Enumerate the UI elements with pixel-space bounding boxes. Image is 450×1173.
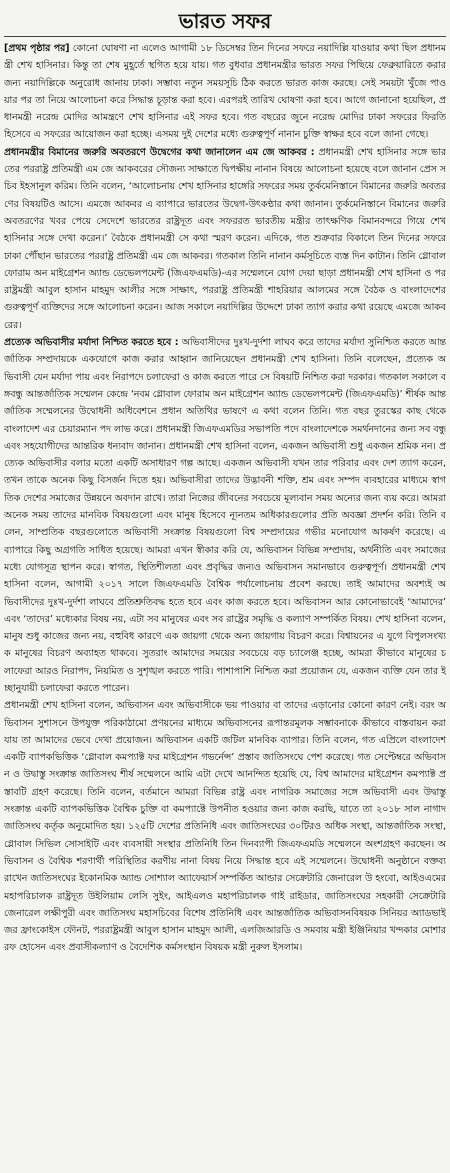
subheading-migrant-dignity: প্রত্যেক অভিবাসীর মর্যাদা নিশ্চিত করতে হবে : <box>4 337 179 349</box>
article-paragraph-intro <box>4 40 446 144</box>
headline-divider <box>4 36 446 37</box>
paragraph-text: প্রধানমন্ত্রী শেখ হাসিনার সঙ্গে ভারতের পররাষ্ট্র প্রতিমন্ত্রী এম জে আকবরের সৌজন্য সাক্ষাতে দ্বিপক্ষীয় নানান বিষয়ে আলোচনা হয়েছে বলে জানান প্রেস সচিব ইহসানুল করিম। তিনি বলেন, ‘আলোচনায় শেখ হাসিনার হাঙ্গেরি সফরের সময় তুর্কমেনিস্তানে বিমানের জরুরি অবতরণের বিষয়টিও আসে। এমজে আকবর এ ব্যাপারে ভারতের উদ্বেগ-উৎকণ্ঠার কথা জানান। তুর্কমেনিস্তানে বিমানের জরুরি অবতরণের খবর পেয়ে সেদেশে ভারতের রাষ্ট্রদূত এবং সফররত ভারতীয় মন্ত্রীর তাৎক্ষণিক বিমানবন্দরে গিয়ে শেখ হাসিনার সঙ্গে দেখা করেন।’ বৈঠকে প্রধানমন্ত্রী সে কথা স্মরণ করেন। এদিকে, গত শুক্রবার বিকালে তিন দিনের সফরে ঢাকা পৌঁছান ভারতের পররাষ্ট্র প্রতিমন্ত্রী এম জে আকবর। গতকাল তিনি নানান কর্মসূচিতে ব্যস্ত দিন কাটান। তিনি গ্লোবাল ফোরাম অন মাইগ্রেশন অ্যান্ড ডেভেলপমেন্ট (জিএফএমডি)-এর সম্মেলনে যোগ দেয়া ছাড়া প্রধানমন্ত্রী শেখ হাসিনা ও পররাষ্ট্রমন্ত্রী আবুল হাসান মাহমুদ আলীর সঙ্গে সাক্ষাৎ, পররাষ্ট্র প্রতিমন্ত্রী শাহরিয়ার আলমের সঙ্গে বৈঠক ও বাংলাদেশের গুরুত্বপূর্ণ ব্যক্তিদের সঙ্গে আলোচনা করেন। আজ সকালে নয়াদিল্লির উদ্দেশে ঢাকা ত্যাগ করার কথা রয়েছে এমজে আকবরের। <box>4 146 446 331</box>
paragraph-text: প্রধানমন্ত্রী শেখ হাসিনা বলেন, অভিবাসন এবং অভিবাসীকে ভয় পাওয়ার বা তাদের এড়ানোর কোনো কারণ নেই। বরং অভিবাসন সুশাসনে উপযুক্ত পরিকাঠামো প্রণয়নের মাধ্যমে অভিবাসনের রূপান্তরমূলক সম্ভাবনাকে কীভাবে বাস্তবায়ন করা যায় তা আমাদের ভেবে দেখা প্রয়োজন। অভিবাসন একটি জটিল মানবিক ব্যাপার। তিনি বলেন, গত এপ্রিলে বাংলাদেশ একটি ব্যাপকভিত্তিক ‘গ্লোবাল কমপ্যাক্ট ফর মাইগ্রেশন গভর্নেন্স’ প্রস্তাব জাতিসংঘে পেশ করেছে। গত সেপ্টেম্বরে অভিবাসন ও উদ্বাস্তু সংক্রান্ত জাতিসংঘ শীর্ষ সম্মেলনে আমি এটা দেখে আনন্দিত হয়েছি যে, বিশ্ব আমাদের মাইগ্রেশন কমপ্যাক্ট প্রস্তাবটি গ্রহণ করেছে। তিনি বলেন, বর্তমানে আমরা বিভিন্ন রাষ্ট্র এবং নাগরিক সমাজের সঙ্গে অভিবাসী এবং উদ্বাস্তু সংক্রান্ত একটি ব্যাপকভিত্তিক বৈশ্বিক চুক্তি বা কমপ্যাক্টে উপনীত হওয়ার জন্য কাজ করছি, যাতে তা ২০১৮ সাল নাগাদ জাতিসংঘ কর্তৃক অনুমোদিত হয়। ১২৫টি দেশের প্রতিনিধি এবং জাতিসংঘের ৩০টিরও অধিক সংস্থা, আন্তর্জাতিক সংস্থা, গ্লোবাল সিভিল সোসাইটি এবং ব্যবসায়ী সংস্থার প্রতিনিধি তিন দিনব্যাপী জিএফএমডি সম্মেলনে অংশগ্রহণ করছেন। অভিবাসন ও বৈশ্বিক শরণার্থী পরিস্থিতির করণীয় নানা বিষয় নিয়ে সিদ্ধান্ত হবে এই সম্মেলনে। উদ্বোধনী অনুষ্ঠানে বক্তব্য রাখেন জাতিসংঘের ইকোনমিক অ্যান্ড সোশ্যাল অ্যাফেয়ার্স সম্পর্কিত আন্ডার সেক্রেটারি জেনারেল উ হংবো, আইওএমের মহাপরিচালক রাষ্ট্রদূত উইলিয়াম লেসি সুইং, আইএলও মহাপরিচালক গাই রাইডার, জাতিসংঘের সহকারী সেক্রেটারি জেনারেল লক্ষীপুরী এবং জাতিসংঘ মহাসচিবের বিশেষ প্রতিনিধি এবং আন্তর্জাতিক অভিবাসনবিষয়ক সিনিয়র অ্যাডভাইজর ফ্রাংকোইস ফৌনট, পররাষ্ট্রমন্ত্রী আবুল হাসান মাহমুদ আলী, এলজিআরডি ও সমবায় মন্ত্রী ইঞ্জিনিয়ার খন্দকার মোশাররফ হোসেন এবং প্রবাসীকল্যাণ ও বৈদেশিক কর্মসংস্থান বিষয়ক মন্ত্রী নুরুল ইসলাম। <box>4 700 446 954</box>
subheading-akbar: প্রধানমন্ত্রীর বিমানের জরুরি অবতরণে উদ্বেগের কথা জানালেন এম জে আকবর : <box>4 146 315 158</box>
paragraph-text: অভিবাসীদের দুঃখ-দুর্দশা লাঘব করে তাদের মর্যাদা সুনিশ্চিত করতে আন্তর্জাতিক সম্প্রদায়কে একযোগে কাজ করার আহ্বান জানিয়েছেন প্রধানমন্ত্রী শেখ হাসিনা। তিনি বলেছেন, প্রত্যেক অভিবাসী যেন মর্যাদা পায় এবং নিরাপদে চলাফেরা ও কাজ করতে পারে সে বিষয়টি নিশ্চিত করা দরকার। গতকাল সকালে বঙ্গবন্ধু আন্তর্জাতিক সম্মেলন কেন্দ্রে ‘নবম গ্লোবাল ফোরাম অন মাইগ্রেশন অ্যান্ড ডেভেলপমেন্ট (জিএফএমডি)’ শীর্ষক আন্তর্জাতিক সম্মেলনের উদ্বোধনী অধিবেশনে প্রধান অতিথির ভাষণে এ কথা বলেন তিনি। গত বছর তুরস্কের কাছ থেকে বাংলাদেশ এর চেয়ারম্যান পদ লাভ করে। প্রধানমন্ত্রী জিএফএমডির সভাপতি পদে বাংলাদেশকে সমর্থনদানের জন্য সব বন্ধু এবং সহযোগীদের আন্তরিক ধন্যবাদ জানান। প্রধানমন্ত্রী শেখ হাসিনা বলেন, একজন অভিবাসী শুধু একজন শ্রমিক নন। প্রত্যেক অভিবাসীর বলার মতো একটি অসাধারণ গল্প আছে। একজন অভিবাসী যখন তার পরিবার এবং দেশ ত্যাগ করেন, তখন তাকে অনেক কিছু বিসর্জন দিতে হয়। অভিবাসীরা তাদের উদ্ভাবনী শক্তি, শ্রম এবং সম্পদ ব্যবহারের মাধ্যমে স্বাগতিক দেশের সমাজের উন্নয়নে অবদান রাখে। তারা নিজের জীবনের সবচেয়ে মূল্যবান সময় অন্যের জন্য ব্যয় করে। আমরা অনেক সময় তাদের মানবিক বিষয়গুলো এবং মানুষ হিসেবে ন্যূনতম অধিকারগুলোর প্রতি অবজ্ঞা প্রদর্শন করি। তিনি বলেন, সাম্প্রতিক বছরগুলোতে অভিবাসী সংক্রান্ত বিষয়গুলো বিশ্ব সম্প্রদায়ের গভীর মনোযোগ আকর্ষণ করেছে। এ ব্যাপারে কিছু অগ্রগতি সাধিত হয়েছে। আমরা এখন স্বীকার করি যে, অভিবাসন বিভিন্ন সম্প্রদায়, অর্থনীতি এবং সমাজের মধ্যে যোগসূত্র স্থাপন করে। স্বাগত, স্থিতিশীলতা এবং প্রবৃদ্ধির জন্যও অভিবাসন সমানভাবে গুরুত্বপূর্ণ। প্রধানমন্ত্রী শেখ হাসিনা বলেন, আগামী ২০১৭ সালে জিএফএমডি বৈশ্বিক পর্যালোচনায় প্রবেশ করছে। তাই আমাদের অবশ্যই অভিবাসীদের দুঃখ-দুর্দশা লাঘবে প্রতিশ্রুতিবদ্ধ হতে হবে এবং কাজ করতে হবে। অভিবাসন আর কোনোভাবেই ‘আমাদের’ এবং ‘তাদের’ মধ্যেকার বিষয় নয়, এটা সব মানুষের এবং সব রাষ্ট্রের সমৃদ্ধি ও কল্যাণ সম্পর্কিত বিষয়। শেখ হাসিনা বলেন, মানুষ শুধু কাজের জন্য নয়, বহুবিধ কারণে এক জায়গা থেকে অন্য জায়গায় বিচরণ করে। বিশ্বায়নের এ যুগে বিপুলসংখ্যক মানুষের বিচরণ অব্যাহত থাকবে। সুতরাং আমাদের সময়ের সবচেয়ে বড় চ্যালেঞ্জ হচ্ছে, আমরা কীভাবে মানুষের চলাফেরা আরও নিরাপদ, নিয়মিত ও সুশৃঙ্খল করতে পারি। পাশাপাশি নিশ্চিত করা প্রয়োজন যে, একজন ব্যক্তি যেন তার ইচ্ছানুযায়ী চলাফেরা করতে পারেন। <box>4 337 446 694</box>
article-paragraph-akbar <box>4 144 446 334</box>
article-paragraph-migrants <box>4 334 446 697</box>
article-body <box>4 40 446 957</box>
continuation-label: [প্রথম পৃষ্ঠার পর] <box>4 43 70 54</box>
article-headline: ভারত সফর <box>178 9 272 33</box>
news-article <box>4 8 446 1168</box>
previous-page-cutoff <box>0 0 450 7</box>
paragraph-text: কোনো ঘোষণা না এলেও আগামী ১৮ ডিসেম্বর তিন দিনের সফরে নয়াদিল্লি যাওয়ার কথা ছিল প্রধানমন্ত্রী শেখ হাসিনার। কিন্তু তা শেষ মুহূর্তে স্থগিত হয়ে যায়। গত বুধবার প্রধানমন্ত্রীর ভারত সফর পিছিয়ে ফেব্রুয়ারিতে করার জন্য নয়াদিল্লিকে অনুরোধ জানায় ঢাকা। সম্ভাব্য নতুন সময়সূচি ঠিক করতে ভারত কাজ করছে। সেই সময়টা খুঁজে পাওয়ার পর তা নিয়ে আলোচনা করে সিদ্ধান্ত চূড়ান্ত করা হবে। এরপরই তারিখ ঘোষণা করা হবে। আগে জানানো হয়েছিল, প্রধানমন্ত্রী নরেন্দ্র মোদির আমন্ত্রণে শেখ হাসিনার এই সফর হবে। গত বছরের জুনে নরেন্দ্র মোদির ঢাকা সফরের ফিরতি হিসেবে এ সফরের আয়োজন করা হচ্ছে। এসময় দুই দেশের মধ্যে গুরুত্বপূর্ণ নানান চুক্তি স্বাক্ষর হবে বলে জানা গেছে। <box>4 43 446 141</box>
article-paragraph-closing <box>4 697 446 956</box>
